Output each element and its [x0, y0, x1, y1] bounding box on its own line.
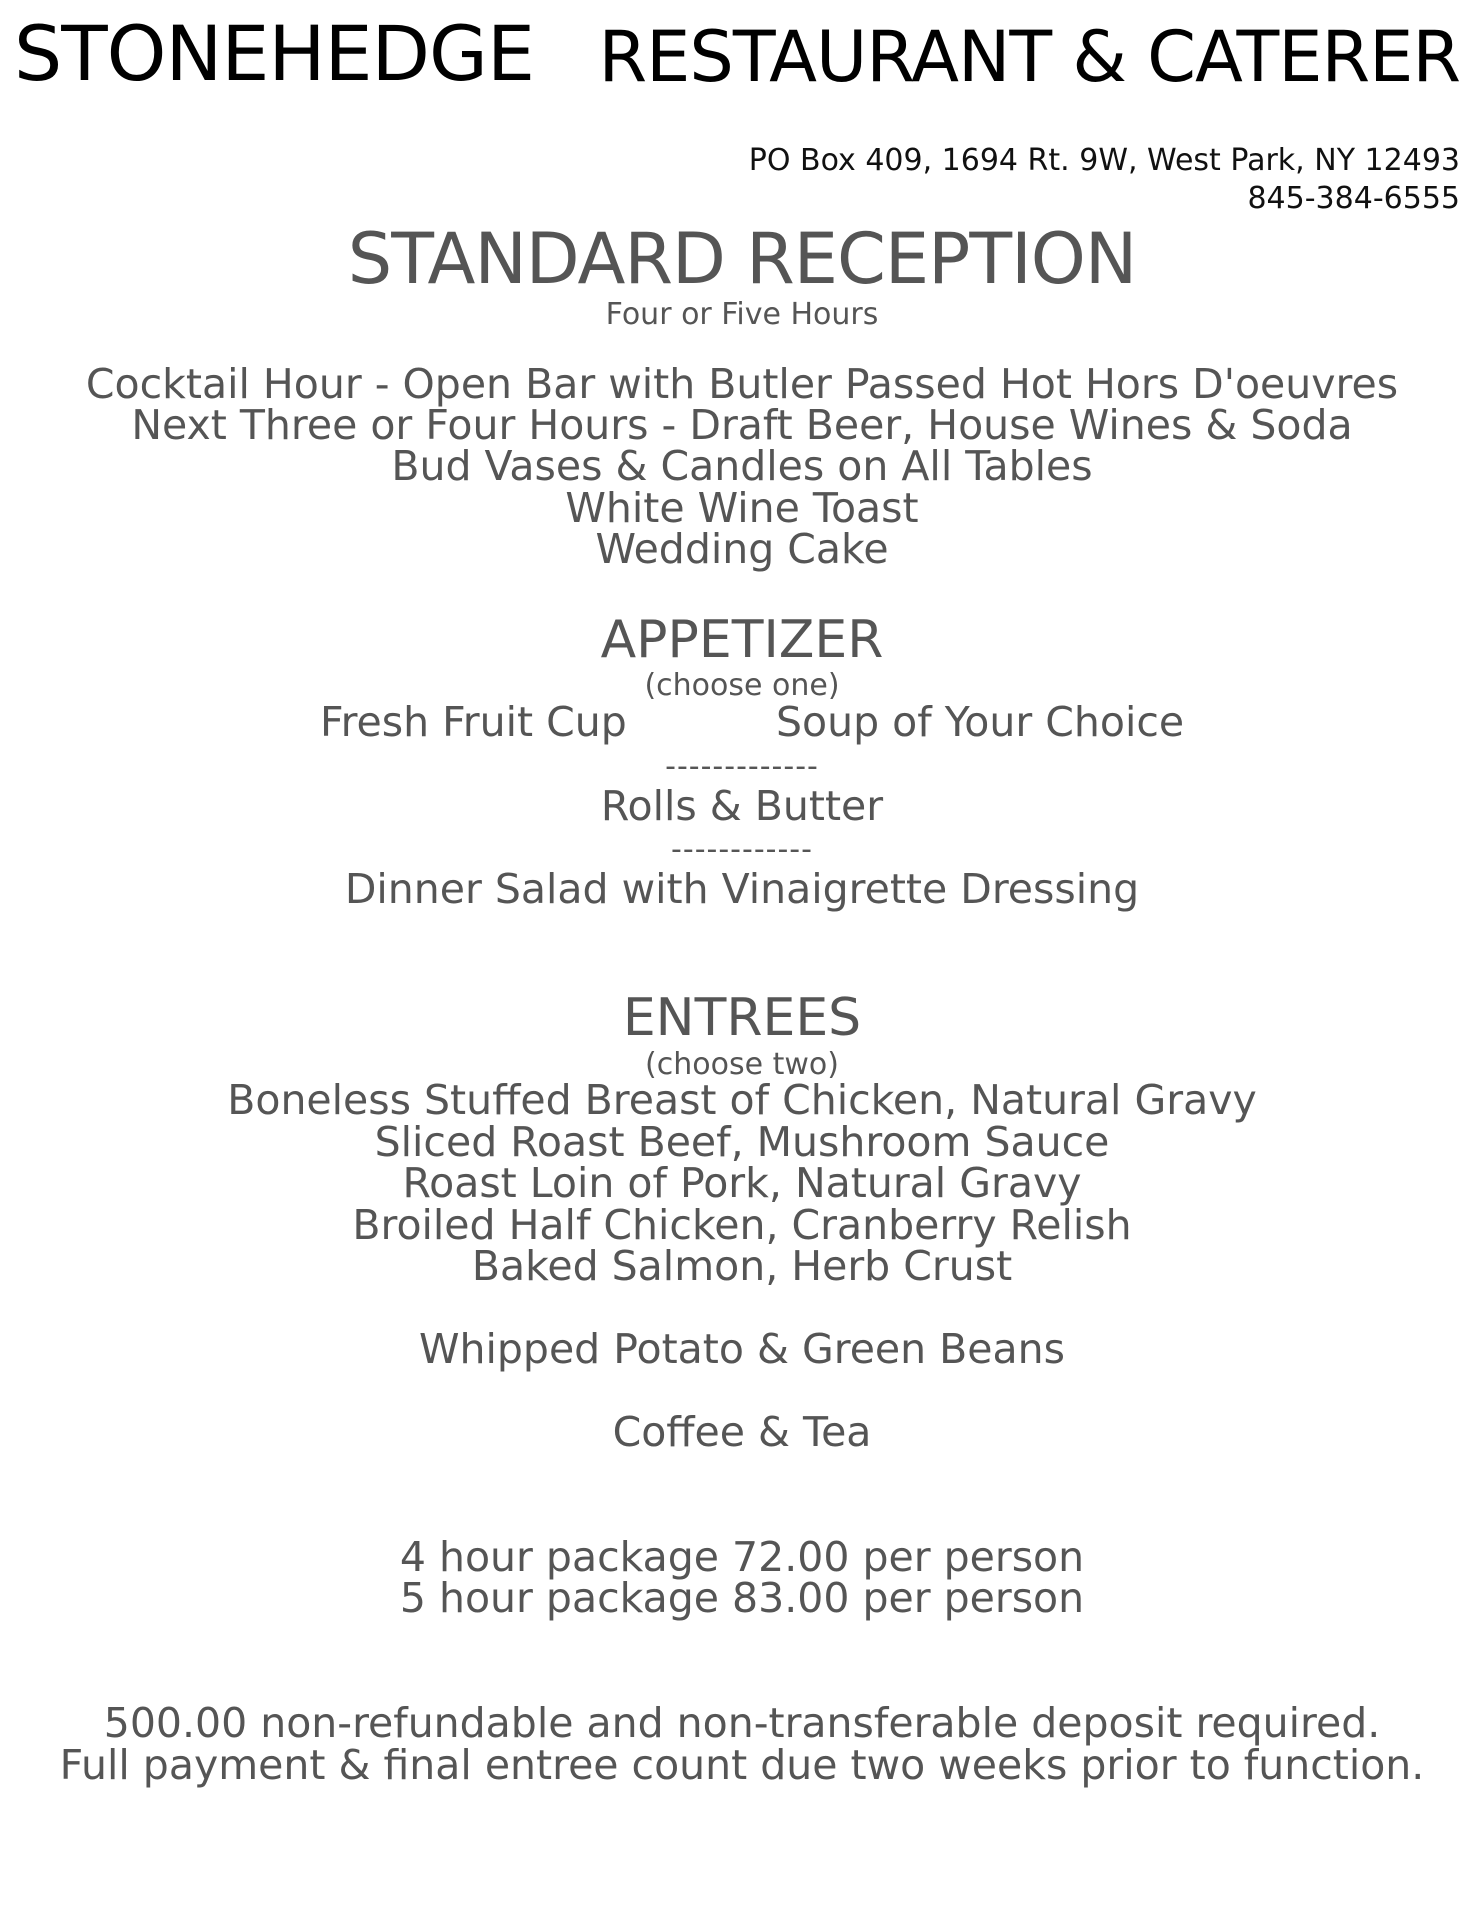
entree-item: Roast Loin of Pork, Natural Gravy	[402, 1159, 1082, 1207]
entree-item: Broiled Half Chicken, Cranberry Relish	[352, 1201, 1132, 1249]
feature-item: Next Three or Four Hours - Draft Beer, House Wines & Soda	[131, 401, 1353, 449]
entrees-note: (choose two)	[645, 1047, 839, 1082]
appetizer-note: (choose one)	[644, 668, 840, 703]
contact-block	[749, 142, 1460, 218]
sides-item: Whipped Potato & Green Beans	[418, 1325, 1065, 1373]
terms-line: 500.00 non-refundable and non-transferable deposit required.	[103, 1699, 1381, 1747]
package-title: STANDARD RECEPTION	[347, 218, 1137, 300]
terms-line: Full payment & final entree count due two weeks prior to function.	[59, 1741, 1425, 1789]
beverages-item: Coffee & Tea	[612, 1408, 872, 1456]
entrees-heading: ENTREES	[622, 988, 862, 1048]
appetizer-choice: Soup of Your Choice	[776, 698, 1185, 746]
entree-item: Boneless Stuffed Breast of Chicken, Natural Gravy	[227, 1076, 1257, 1124]
package-duration: Four or Five Hours	[605, 297, 879, 332]
price-line: 5 hour package 83.00 per person	[399, 1574, 1085, 1622]
entree-item: Sliced Roast Beef, Mushroom Sauce	[374, 1118, 1110, 1166]
feature-item: Bud Vases & Candles on All Tables	[391, 442, 1093, 490]
divider: -------------	[665, 749, 819, 784]
phone-number: 845-384-6555	[1247, 181, 1460, 216]
address: PO Box 409, 1694 Rt. 9W, West Park, NY 12493	[748, 143, 1460, 178]
restaurant-tagline: RESTAURANT & CATERER	[598, 16, 1460, 98]
price-line: 4 hour package 72.00 per person	[399, 1533, 1085, 1581]
entree-item: Baked Salmon, Herb Crust	[471, 1242, 1013, 1290]
feature-item: White Wine Toast	[565, 484, 919, 532]
feature-item: Cocktail Hour - Open Bar with Butler Passed Hot Hors D'oeuvres	[85, 360, 1399, 408]
feature-item: Wedding Cake	[595, 525, 889, 573]
rolls-item: Rolls & Butter	[600, 782, 884, 830]
divider: ------------	[671, 832, 813, 867]
salad-item: Dinner Salad with Vinaigrette Dressing	[344, 865, 1140, 913]
restaurant-name: STONEHEDGE	[14, 9, 534, 98]
appetizer-heading: APPETIZER	[600, 610, 884, 670]
appetizer-choice: Fresh Fruit Cup	[320, 698, 627, 746]
